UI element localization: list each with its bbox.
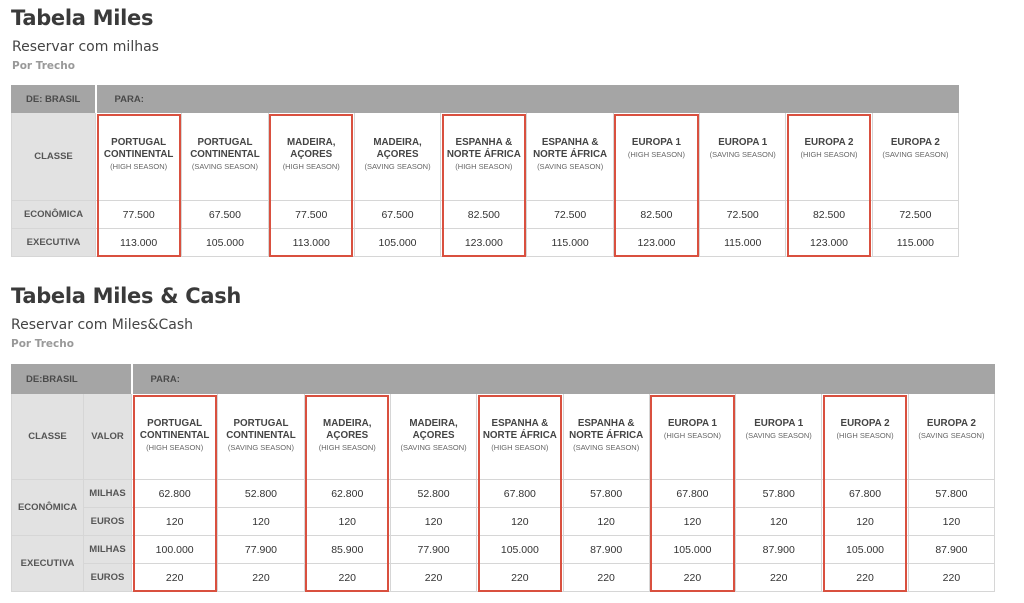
- cash-value-cell: 105.000: [649, 536, 735, 564]
- cash-value-cell: 105.000: [477, 536, 563, 564]
- miles-value-cell: 82.500: [613, 201, 699, 229]
- table-row: [12, 564, 995, 592]
- column-season: (HIGH SEASON): [800, 150, 858, 159]
- column-destination: MADEIRA, AÇORES: [287, 137, 336, 160]
- miles-column-header: [268, 113, 354, 201]
- miles-column-header: [527, 113, 613, 201]
- cash-value-cell: 120: [736, 508, 822, 536]
- miles-column-header: [786, 113, 872, 201]
- miles-title: Tabela Miles: [11, 6, 154, 30]
- miles-value-cell: 67.500: [354, 201, 440, 229]
- cash-class-header: CLASSE: [12, 394, 84, 480]
- column-season: (HIGH SEASON): [146, 443, 204, 452]
- cash-from-header: DE:BRASIL: [12, 365, 132, 394]
- column-destination: EUROPA 2: [890, 137, 940, 148]
- miles-value-cell: 115.000: [872, 229, 958, 257]
- cash-value-cell: 120: [908, 508, 994, 536]
- column-season: (HIGH SEASON): [663, 431, 721, 440]
- column-season: (HIGH SEASON): [282, 162, 340, 171]
- cash-value-cell: 52.800: [390, 480, 476, 508]
- miles-note: Por Trecho: [12, 60, 75, 72]
- cash-column-header: [822, 394, 908, 480]
- miles-table: [11, 85, 959, 257]
- column-season: (SAVING SEASON): [918, 431, 985, 440]
- miles-value-cell: 77.500: [268, 201, 354, 229]
- column-season: (SAVING SEASON): [191, 162, 258, 171]
- column-destination: MADEIRA, AÇORES: [409, 418, 458, 441]
- column-destination: EUROPA 2: [926, 418, 976, 429]
- cash-value-cell: 87.900: [736, 536, 822, 564]
- cash-column-header: [908, 394, 994, 480]
- cash-value-cell: 120: [563, 508, 649, 536]
- cash-value-cell: 120: [304, 508, 390, 536]
- column-destination: ESPANHA & NORTE ÁFRICA: [533, 137, 608, 160]
- column-destination: EUROPA 1: [754, 418, 804, 429]
- miles-column-header: [96, 113, 182, 201]
- column-season: (HIGH SEASON): [491, 443, 549, 452]
- cash-value-cell: 77.900: [390, 536, 476, 564]
- column-destination: MADEIRA, AÇORES: [323, 418, 372, 441]
- column-destination: EUROPA 1: [718, 137, 768, 148]
- column-season: (SAVING SEASON): [745, 431, 812, 440]
- cash-value-cell: 67.800: [477, 480, 563, 508]
- column-destination: PORTUGAL CONTINENTAL: [139, 418, 210, 441]
- column-season: (HIGH SEASON): [318, 443, 376, 452]
- column-season: (SAVING SEASON): [400, 443, 467, 452]
- miles-column-header: [182, 113, 268, 201]
- column-season: (SAVING SEASON): [882, 150, 949, 159]
- cash-value-cell: 120: [822, 508, 908, 536]
- column-season: (SAVING SEASON): [227, 443, 295, 452]
- cash-column-header: [304, 394, 390, 480]
- cash-value-cell: 62.800: [304, 480, 390, 508]
- cash-value-cell: 120: [132, 508, 218, 536]
- miles-value-cell: 67.500: [182, 201, 268, 229]
- column-destination: PORTUGAL CONTINENTAL: [103, 137, 174, 160]
- valor-label: EUROS: [84, 564, 132, 592]
- cash-value-cell: 57.800: [908, 480, 994, 508]
- miles-column-header: [613, 113, 699, 201]
- cash-column-header: [477, 394, 563, 480]
- miles-value-cell: 105.000: [182, 229, 268, 257]
- cash-value-cell: 120: [477, 508, 563, 536]
- cash-value-cell: 220: [736, 564, 822, 592]
- miles-column-header: [441, 113, 527, 201]
- cash-value-cell: 57.800: [736, 480, 822, 508]
- column-season: (SAVING SEASON): [709, 150, 776, 159]
- cash-note: Por Trecho: [11, 338, 74, 350]
- column-season: (HIGH SEASON): [836, 431, 894, 440]
- class-label: ECONÔMICA: [12, 480, 84, 536]
- miles-value-cell: 123.000: [613, 229, 699, 257]
- cash-title: Tabela Miles & Cash: [11, 284, 242, 308]
- column-destination: ESPANHA & NORTE ÁFRICA: [446, 137, 521, 160]
- column-season: (HIGH SEASON): [110, 162, 168, 171]
- cash-value-cell: 220: [390, 564, 476, 592]
- column-season: (HIGH SEASON): [627, 150, 685, 159]
- miles-from-header: DE: BRASIL: [12, 86, 96, 113]
- cash-value-cell: 220: [477, 564, 563, 592]
- cash-value-cell: 67.800: [822, 480, 908, 508]
- table-row: [12, 480, 995, 508]
- table-row: [12, 229, 959, 257]
- cash-value-cell: 105.000: [822, 536, 908, 564]
- cash-column-header: [563, 394, 649, 480]
- class-label: EXECUTIVA: [12, 536, 84, 592]
- cash-value-cell: 120: [649, 508, 735, 536]
- miles-value-cell: 72.500: [700, 201, 786, 229]
- cash-value-cell: 52.800: [218, 480, 304, 508]
- cash-column-header: [736, 394, 822, 480]
- cash-value-cell: 220: [304, 564, 390, 592]
- column-destination: ESPANHA & NORTE ÁFRICA: [569, 418, 644, 441]
- cash-value-cell: 220: [649, 564, 735, 592]
- class-label: EXECUTIVA: [12, 229, 96, 257]
- table-row: [12, 536, 995, 564]
- miles-value-cell: 105.000: [354, 229, 440, 257]
- column-destination: EUROPA 2: [840, 418, 890, 429]
- miles-value-cell: 115.000: [527, 229, 613, 257]
- cash-value-cell: 120: [390, 508, 476, 536]
- cash-value-cell: 220: [822, 564, 908, 592]
- miles-value-cell: 113.000: [268, 229, 354, 257]
- cash-value-cell: 220: [218, 564, 304, 592]
- miles-value-cell: 115.000: [700, 229, 786, 257]
- cash-value-cell: 100.000: [132, 536, 218, 564]
- table-row: [12, 201, 959, 229]
- miles-value-cell: 72.500: [527, 201, 613, 229]
- cash-value-cell: 57.800: [563, 480, 649, 508]
- miles-column-header: [354, 113, 440, 201]
- miles-to-header: PARA:: [96, 86, 959, 113]
- column-destination: PORTUGAL CONTINENTAL: [226, 418, 296, 441]
- miles-column-header: [700, 113, 786, 201]
- cash-value-cell: 87.900: [563, 536, 649, 564]
- cash-subtitle: Reservar com Miles&Cash: [11, 317, 193, 333]
- cash-valor-header: VALOR: [84, 394, 132, 480]
- class-label: ECONÔMICA: [12, 201, 96, 229]
- cash-column-header: [218, 394, 304, 480]
- column-destination: EUROPA 2: [804, 137, 854, 148]
- miles-value-cell: 82.500: [441, 201, 527, 229]
- cash-value-cell: 220: [132, 564, 218, 592]
- valor-label: MILHAS: [84, 536, 132, 564]
- cash-value-cell: 62.800: [132, 480, 218, 508]
- miles-value-cell: 77.500: [96, 201, 182, 229]
- miles-subtitle: Reservar com milhas: [12, 39, 159, 55]
- cash-value-cell: 220: [563, 564, 649, 592]
- column-destination: MADEIRA, AÇORES: [373, 137, 422, 160]
- miles-value-cell: 113.000: [96, 229, 182, 257]
- column-season: (HIGH SEASON): [455, 162, 513, 171]
- miles-column-header: [872, 113, 958, 201]
- valor-label: MILHAS: [84, 480, 132, 508]
- valor-label: EUROS: [84, 508, 132, 536]
- cash-value-cell: 87.900: [908, 536, 994, 564]
- column-season: (SAVING SEASON): [537, 162, 604, 171]
- column-destination: EUROPA 1: [631, 137, 681, 148]
- cash-to-header: PARA:: [132, 365, 995, 394]
- cash-value-cell: 220: [908, 564, 994, 592]
- table-row: [12, 508, 995, 536]
- miles-value-cell: 123.000: [786, 229, 872, 257]
- cash-value-cell: 85.900: [304, 536, 390, 564]
- column-destination: ESPANHA & NORTE ÁFRICA: [482, 418, 557, 441]
- cash-value-cell: 120: [218, 508, 304, 536]
- miles-value-cell: 72.500: [872, 201, 958, 229]
- cash-column-header: [649, 394, 735, 480]
- cash-column-header: [132, 394, 218, 480]
- miles-class-header: CLASSE: [12, 113, 96, 201]
- column-season: (SAVING SEASON): [364, 162, 431, 171]
- miles-value-cell: 123.000: [441, 229, 527, 257]
- cash-value-cell: 67.800: [649, 480, 735, 508]
- cash-value-cell: 77.900: [218, 536, 304, 564]
- column-destination: EUROPA 1: [667, 418, 717, 429]
- cash-column-header: [390, 394, 476, 480]
- cash-table: [11, 364, 995, 592]
- column-destination: PORTUGAL CONTINENTAL: [190, 137, 260, 160]
- miles-value-cell: 82.500: [786, 201, 872, 229]
- column-season: (SAVING SEASON): [573, 443, 640, 452]
